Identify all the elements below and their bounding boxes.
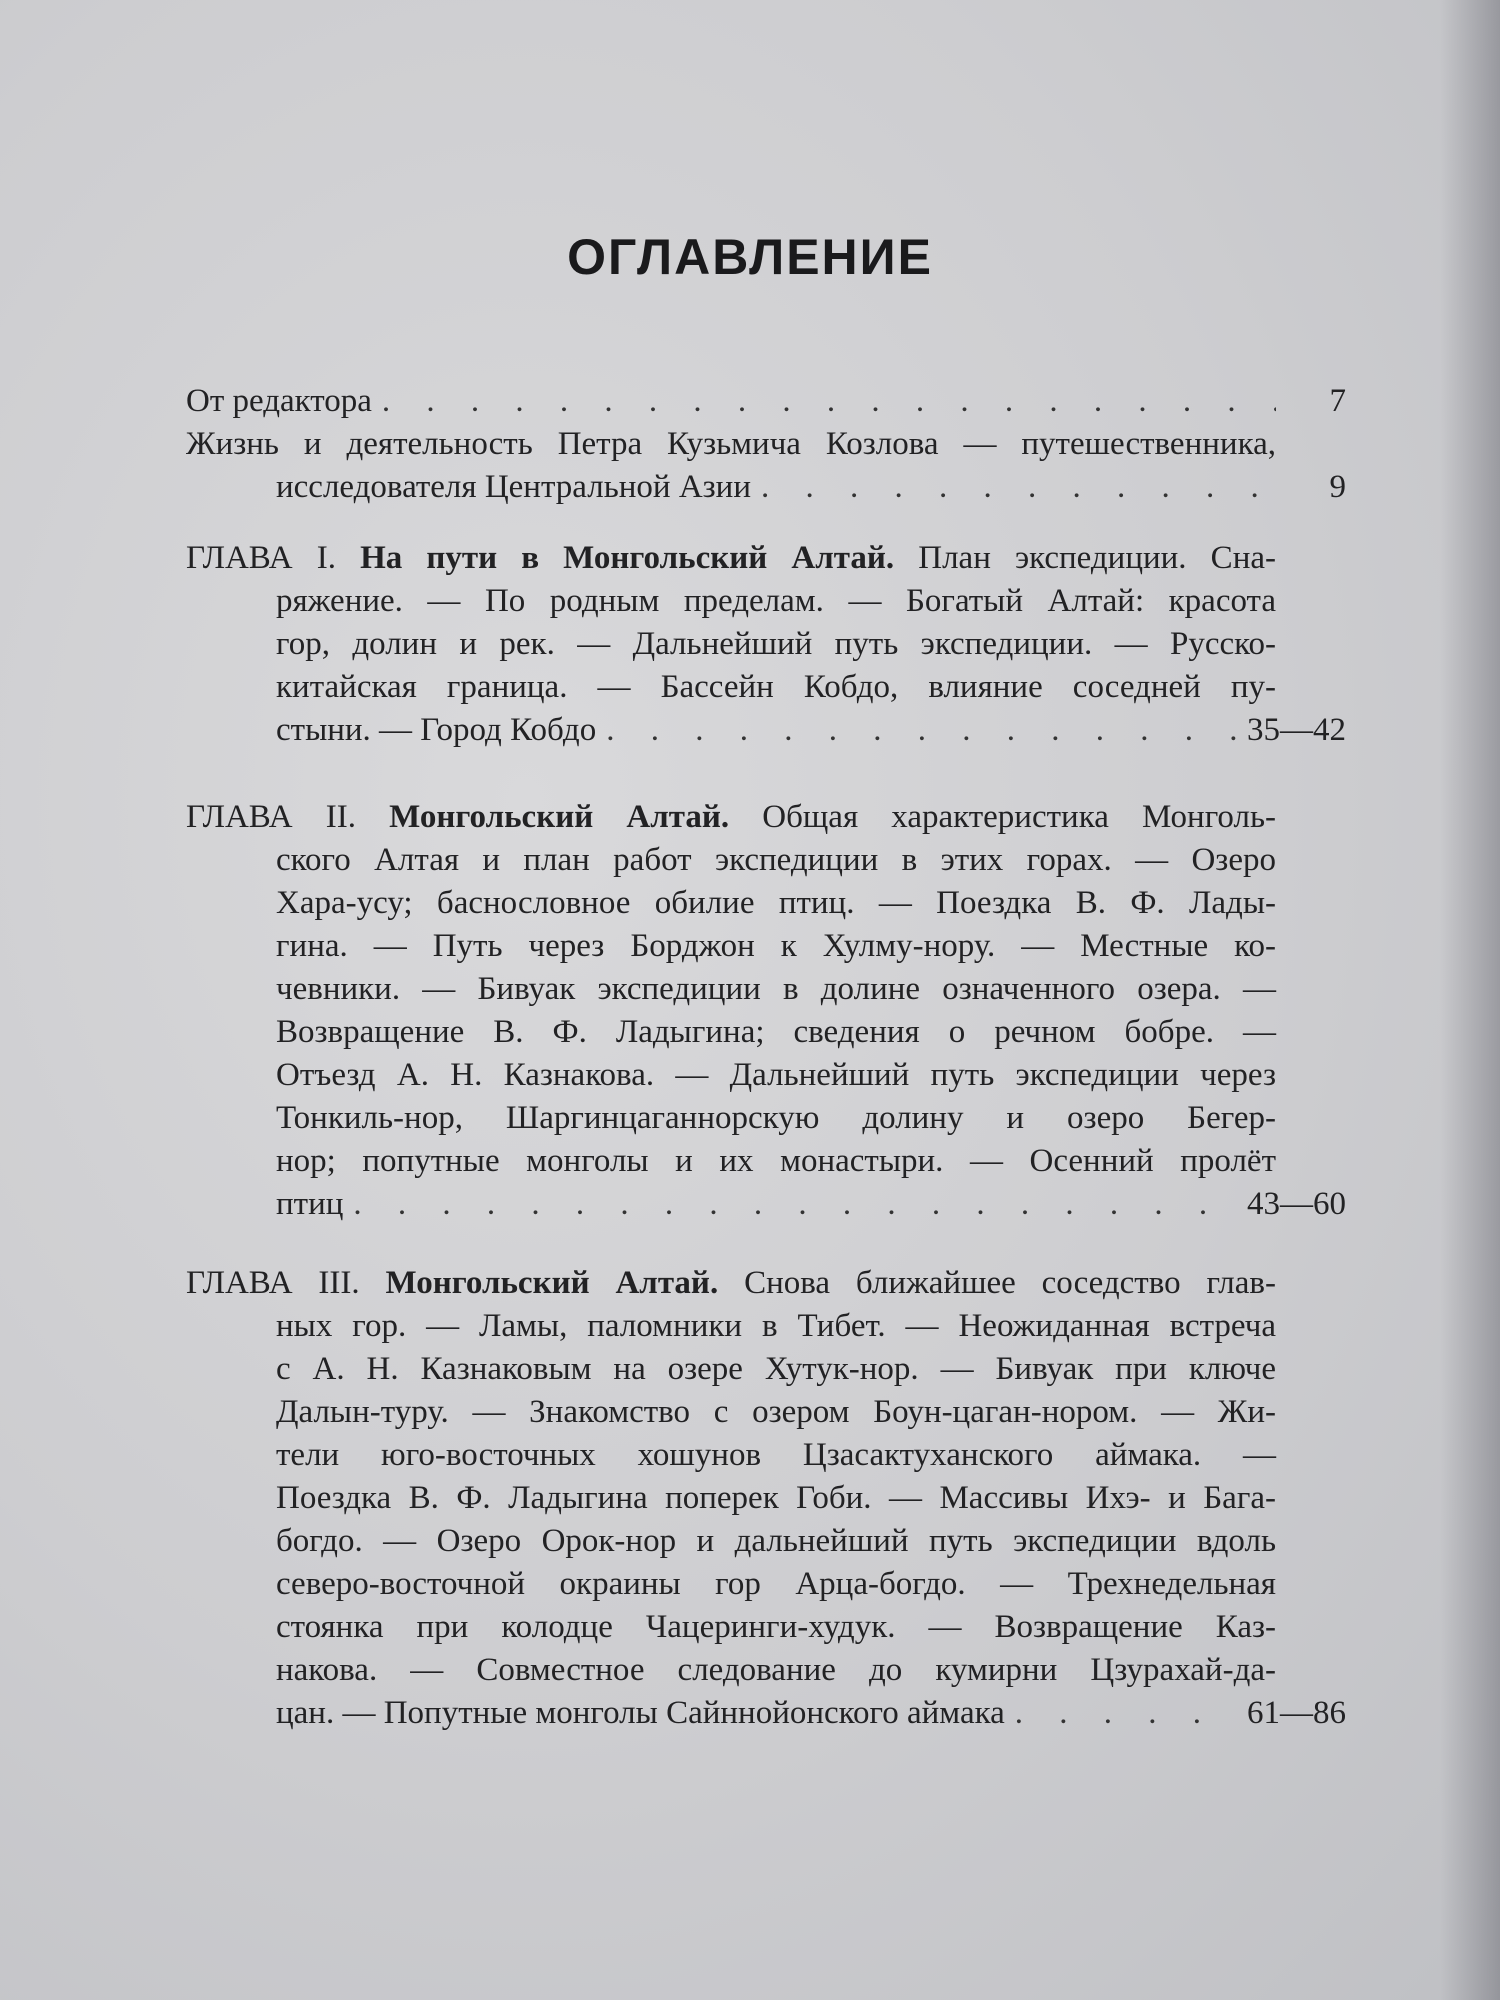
table-of-contents — [186, 380, 1346, 1735]
toc-chapter-1 — [186, 537, 1346, 752]
chapter-text: Снова ближайшее соседство глав- — [744, 1265, 1276, 1301]
chapter-first-line — [186, 537, 1276, 580]
chapter-line: с А. Н. Казнаковым на озере Хутук-нор. — Бивуак при ключе — [276, 1351, 1276, 1387]
leader-dots — [606, 709, 1236, 752]
chapter-label: ГЛАВА II. — [186, 799, 356, 835]
page-heading: ОГЛАВЛЕНИЕ — [567, 229, 933, 285]
chapter-title: Монгольский Алтай. — [389, 799, 730, 835]
chapter-line: северо-восточной окраины гор Арца-богдо. — Трехнедельная — [276, 1566, 1276, 1602]
chapter-line: стоянка при колодце Чацеринги-худук. — Возвращение Каз- — [276, 1609, 1276, 1645]
chapter-line: Тонкиль-нор, Шаргинцаганнорскую долину и озеро Бегер- — [276, 1100, 1276, 1136]
toc-page-range: 61—86 — [1247, 1695, 1346, 1731]
chapter-line: Возвращение В. Ф. Ладыгина; сведения о речном бобре. — — [276, 1014, 1276, 1050]
chapter-line: птиц — [276, 1186, 344, 1222]
chapter-line: ных гор. — Ламы, паломники в Тибет. — Неожиданная встреча — [276, 1308, 1276, 1344]
chapter-line: китайская граница. — Бассейн Кобдо, влияние соседней пу- — [276, 669, 1276, 705]
chapter-title: На пути в Монгольский Алтай. — [360, 540, 895, 576]
chapter-line: чевники. — Бивуак экспедиции в долине означенного озера. — — [276, 971, 1276, 1007]
chapter-line: гина. — Путь через Борджон к Хулму-нору. — Местные ко- — [276, 928, 1276, 964]
chapter-line: цан. — Попутные монголы Сайннойонского аймака — [276, 1695, 1005, 1731]
toc-entry-title-line: исследователя Центральной Азии — [276, 469, 752, 505]
chapter-line: нор; попутные монголы и их монастыри. — Осенний пролёт — [276, 1143, 1276, 1179]
toc-entry-title: От редактора — [186, 383, 372, 419]
toc-entry-editor — [186, 380, 1346, 423]
chapter-line: Хара-усу; баснословное обилие птиц. — Поездка В. Ф. Лады- — [276, 885, 1276, 921]
chapter-line: накова. — Совместное следование до кумирни Цзурахай-да- — [276, 1652, 1276, 1688]
leader-dots — [1015, 1692, 1236, 1735]
chapter-first-line — [186, 1262, 1276, 1305]
leader-dots — [353, 1183, 1236, 1226]
chapter-first-line — [186, 796, 1276, 839]
toc-page-range: 43—60 — [1247, 1186, 1346, 1222]
toc-entry-biography — [186, 423, 1346, 509]
toc-entry-title-line: Жизнь и деятельность Петра Кузьмича Козлова — путешественника, — [186, 426, 1276, 462]
chapter-title: Монгольский Алтай. — [385, 1265, 719, 1301]
page-edge-shadow — [1440, 0, 1500, 2000]
chapter-label: ГЛАВА III. — [186, 1265, 360, 1301]
chapter-line: Далын-туру. — Знакомство с озером Боун-цаган-нором. — Жи- — [276, 1394, 1276, 1430]
chapter-line: гор, долин и рек. — Дальнейший путь экспедиции. — Русско- — [276, 626, 1276, 662]
chapter-line: тели юго-восточных хошунов Цзасактуханского аймака. — — [276, 1437, 1276, 1473]
leader-dots — [761, 466, 1276, 509]
chapter-line: богдо. — Озеро Орок-нор и дальнейший путь экспедиции вдоль — [276, 1523, 1276, 1559]
chapter-line: Поездка В. Ф. Ладыгина поперек Гоби. — Массивы Ихэ- и Бага- — [276, 1480, 1276, 1516]
chapter-text: План экспедиции. Сна- — [918, 540, 1276, 576]
toc-page-range: 35—42 — [1247, 712, 1346, 748]
chapter-line: стыни. — Город Кобдо — [276, 712, 597, 748]
toc-chapter-2 — [186, 796, 1346, 1226]
leader-dots — [382, 380, 1276, 423]
toc-page-number: 9 — [1329, 469, 1346, 505]
chapter-line: Отъезд А. Н. Казнакова. — Дальнейший путь экспедиции через — [276, 1057, 1276, 1093]
toc-page-number: 7 — [1329, 383, 1346, 419]
chapter-text: Общая характеристика Монголь- — [762, 799, 1276, 835]
chapter-line: ского Алтая и план работ экспедиции в этих горах. — Озеро — [276, 842, 1276, 878]
chapter-label: ГЛАВА I. — [186, 540, 336, 576]
chapter-line: ряжение. — По родным пределам. — Богатый Алтай: красота — [276, 583, 1276, 619]
toc-chapter-3 — [186, 1262, 1346, 1735]
